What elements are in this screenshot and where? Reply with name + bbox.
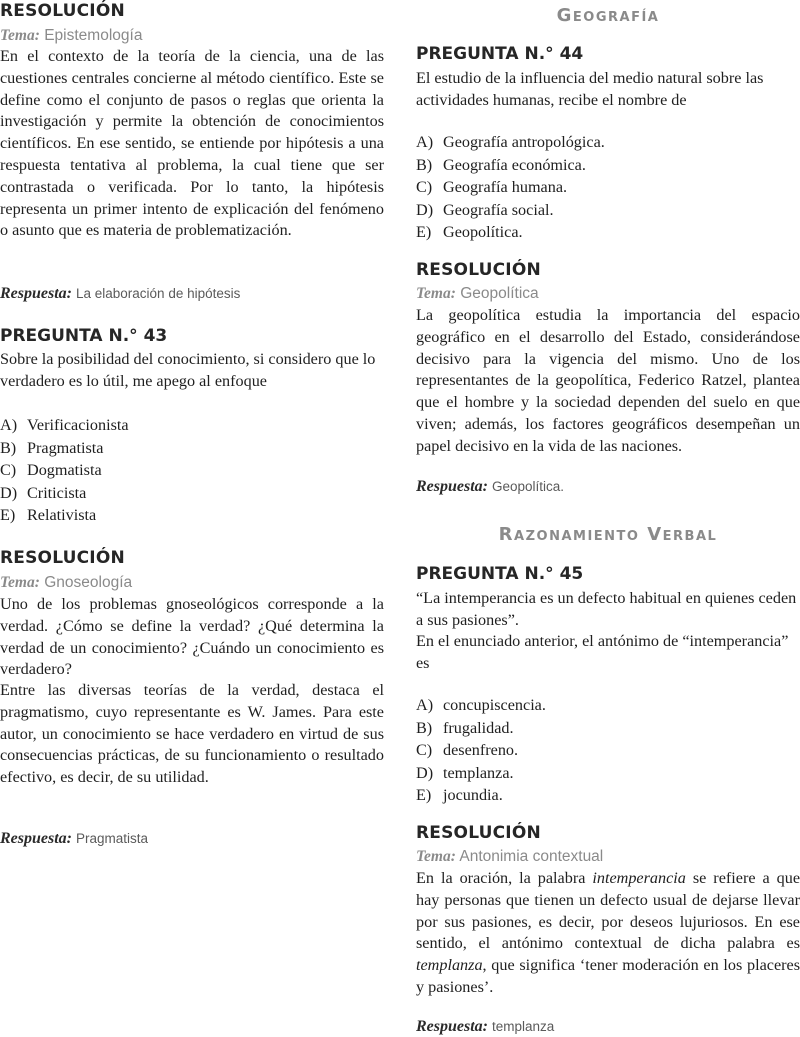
options-list-44 xyxy=(416,131,800,244)
resolution-body-42: En el contexto de la teoría de la ciencia, una de las cuestiones centrales concierne al método científico. Este se define como el conjunto de pasos o reglas que orienta la investigación y permite la obtención de conocimientos científicos. En ese sentido, se entiende por hipótesis a una respuesta tentativa al problema, la cual tiene que ser contrastada o verificada. Por lo tanto, la hipótesis representa un primer intento de explicación del fenómeno o asunto que es materia de problematización. xyxy=(0,47,384,240)
question-body-45-a: “La intemperancia es un defecto habitual en quienes ceden a sus pasiones”. xyxy=(416,589,797,629)
option-c: C) Geografía humana. xyxy=(416,178,568,197)
option-a: A) Geografía antropológica. xyxy=(416,133,605,151)
resolution-heading-42: RESOLUCIÓN xyxy=(0,1,125,21)
tema-value: Geopolítica xyxy=(460,285,539,302)
answer-label: Respuesta: xyxy=(416,478,488,495)
option-b: B) Geografía económica. xyxy=(416,155,586,174)
option-d: D) Criticista xyxy=(0,483,87,502)
emphasis-word: templanza xyxy=(416,956,483,975)
answer-line-44 xyxy=(416,477,800,497)
answer-label: Respuesta: xyxy=(0,830,72,847)
answer-label: Respuesta: xyxy=(416,1018,488,1035)
tema-line-44 xyxy=(416,284,800,304)
answer-label: Respuesta: xyxy=(0,285,72,302)
option-a: A) Verificacionista xyxy=(0,416,129,434)
section-title-razonamiento-verbal: Razonamiento Verbal xyxy=(498,524,718,545)
question-heading-45: PREGUNTA N.° 45 xyxy=(416,564,584,584)
question-heading-44: PREGUNTA N.° 44 xyxy=(416,44,584,64)
tema-value: Epistemología xyxy=(44,27,143,44)
answer-value: Geopolítica. xyxy=(492,479,565,494)
option-b: B) Pragmatista xyxy=(0,438,104,457)
option-a: A) concupiscencia. xyxy=(416,696,546,714)
resolution-heading-43: RESOLUCIÓN xyxy=(0,548,125,568)
answer-line-43 xyxy=(0,829,384,849)
resolution-body-44: La geopolítica estudia la importancia del espacio geográfico en el desarrollo del Estado, considerándose decisivo para la vigencia del mismo. Uno de los representantes de la geopolítica, Federico Ratzel, plantea que el hombre y la sociedad dependen del suelo en que viven; además, los factores geográficos desempeñan un papel decisivo en la vida de las naciones. xyxy=(416,306,800,455)
emphasis-word: intemperancia xyxy=(592,869,686,887)
section-title-geografia: Geografía xyxy=(556,5,660,26)
resolution-body-45: En la oración, la palabra intemperancia se refiere a que hay personas que tienen un defecto usual de dejarse llevar por sus pasiones, es decir, por deseos lujuriosos. En ese sentido, el antónimo contextual de dicha palabra es templanza, que significa ‘tener moderación en los placeres y pasiones’. xyxy=(416,869,800,996)
option-e: E) jocundia. xyxy=(416,786,503,805)
tema-value: Gnoseología xyxy=(44,574,133,591)
option-e: E) Geopolítica. xyxy=(416,223,523,242)
resolution-body-43-a: Uno de los problemas gnoseológicos corresponde a la verdad. ¿Cómo se define la verdad? ¿Qué determina la verdad de un conocimiento? ¿Cuándo un conocimiento es verdadero? xyxy=(0,595,384,679)
answer-line-45 xyxy=(416,1017,800,1037)
question-body-44: El estudio de la influencia del medio natural sobre las actividades humanas, recibe el nombre de xyxy=(416,69,764,109)
tema-line-42 xyxy=(0,26,384,46)
tema-label: Tema: xyxy=(0,27,40,44)
answer-line-42 xyxy=(0,284,384,304)
tema-line-45 xyxy=(416,847,800,867)
tema-label: Tema: xyxy=(0,574,40,591)
option-b: B) frugalidad. xyxy=(416,718,514,737)
question-body-45-b: En el enunciado anterior, el antónimo de “intemperancia” es xyxy=(416,632,789,672)
options-list-43 xyxy=(0,414,384,527)
answer-value: La elaboración de hipótesis xyxy=(76,286,241,301)
resolution-heading-45: RESOLUCIÓN xyxy=(416,823,541,843)
option-c: C) desenfreno. xyxy=(416,741,519,760)
option-e: E) Relativista xyxy=(0,506,97,525)
question-body-43: Sobre la posibilidad del conocimiento, si considero que lo verdadero es lo útil, me apego al enfoque xyxy=(0,350,376,390)
option-c: C) Dogmatista xyxy=(0,461,102,480)
resolution-body-43-b: Entre las diversas teorías de la verdad, destaca el pragmatismo, cuyo representante es W. James. Para este autor, un conocimiento se hace verdadero en virtud de sus consecuencias prácticas, de su funcionamiento o resultado efectivo, es decir, de su utilidad. xyxy=(0,681,384,787)
tema-line-43 xyxy=(0,573,384,593)
question-heading-43: PREGUNTA N.° 43 xyxy=(0,326,168,346)
option-d: D) Geografía social. xyxy=(416,200,554,219)
option-d: D) templanza. xyxy=(416,763,514,782)
tema-label: Tema: xyxy=(416,848,456,865)
answer-value: templanza xyxy=(492,1019,555,1034)
tema-value: Antonimia contextual xyxy=(459,848,604,865)
answer-value: Pragmatista xyxy=(76,831,149,846)
options-list-45 xyxy=(416,694,800,807)
tema-label: Tema: xyxy=(416,285,456,302)
resolution-heading-44: RESOLUCIÓN xyxy=(416,260,541,280)
